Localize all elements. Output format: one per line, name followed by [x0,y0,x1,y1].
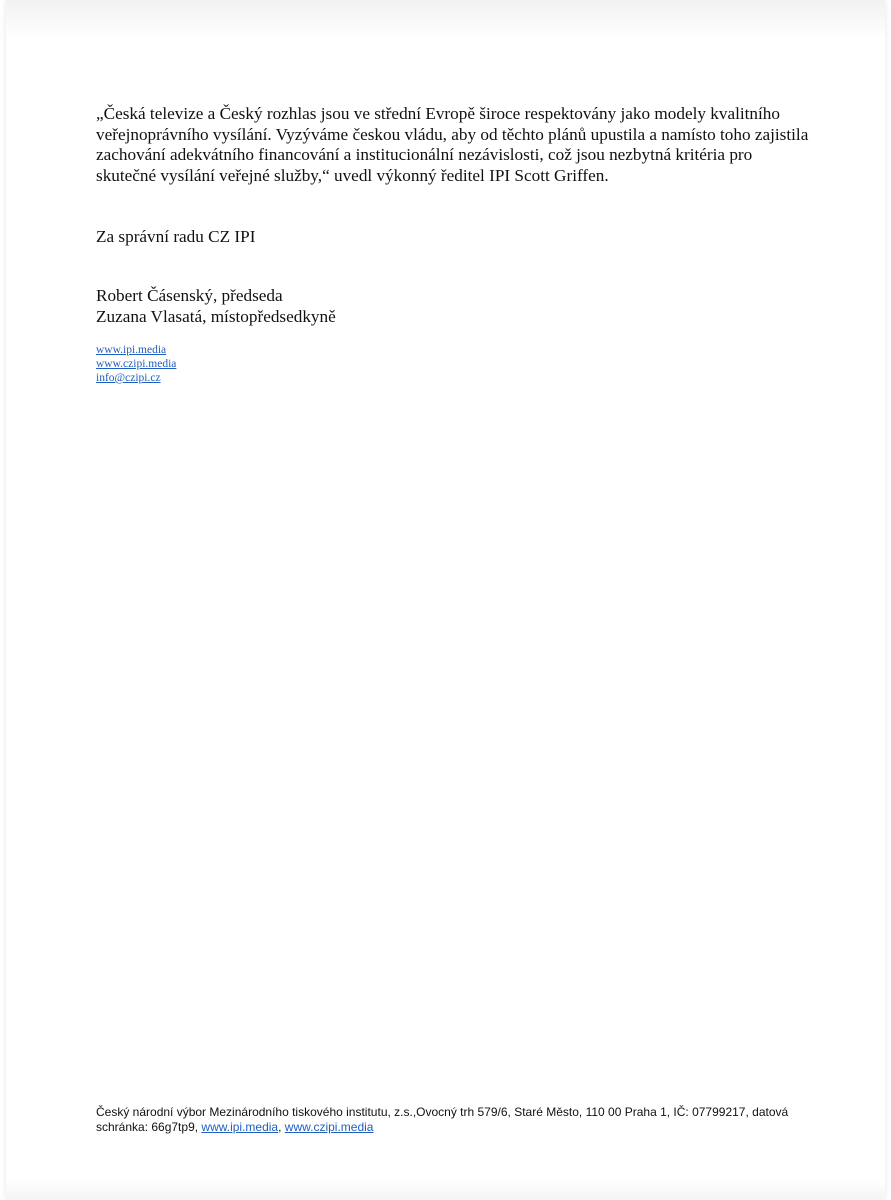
signatory-vice-chair: Zuzana Vlasatá, místopředsedkyně [96,306,336,326]
contact-links [96,343,176,385]
footer-separator: , [278,1120,285,1134]
footer-text: Český národní výbor Mezinárodního tiskového institutu, z.s.,Ovocný trh 579/6, Staré Město, 110 00 Praha 1, IČ: 07799217, datová schránka: 66g7tp9, [96,1105,789,1134]
page-bottom-shadow [6,1180,885,1200]
link-email[interactable]: info@czipi.cz [96,372,161,384]
link-ipi-media[interactable]: www.ipi.media [96,344,167,356]
document-page [6,0,885,1200]
footer-link-ipi-media[interactable]: www.ipi.media [201,1120,279,1134]
quote-paragraph: „Česká televize a Český rozhlas jsou ve střední Evropě široce respektovány jako modely kvalitního veřejnoprávního vysílání. Vyzýváme českou vládu, aby od těchto plánů upustila a namísto toho zajistila zachování adekvátního financování a institucionální nezávislosti, což jsou nezbytná kritéria pro skutečné vysílání veřejné služby,“ uvedl výkonný ředitel IPI Scott Griffen. [96,104,809,185]
signatories-block [96,286,336,327]
page-footer [96,1105,796,1135]
footer-link-czipi-media[interactable]: www.czipi.media [284,1120,374,1134]
signatory-chair: Robert Čásenský, předseda [96,286,283,305]
link-czipi-media[interactable]: www.czipi.media [96,358,177,370]
page-top-shadow [6,0,885,40]
signoff-line: Za správní radu CZ IPI [96,227,256,246]
